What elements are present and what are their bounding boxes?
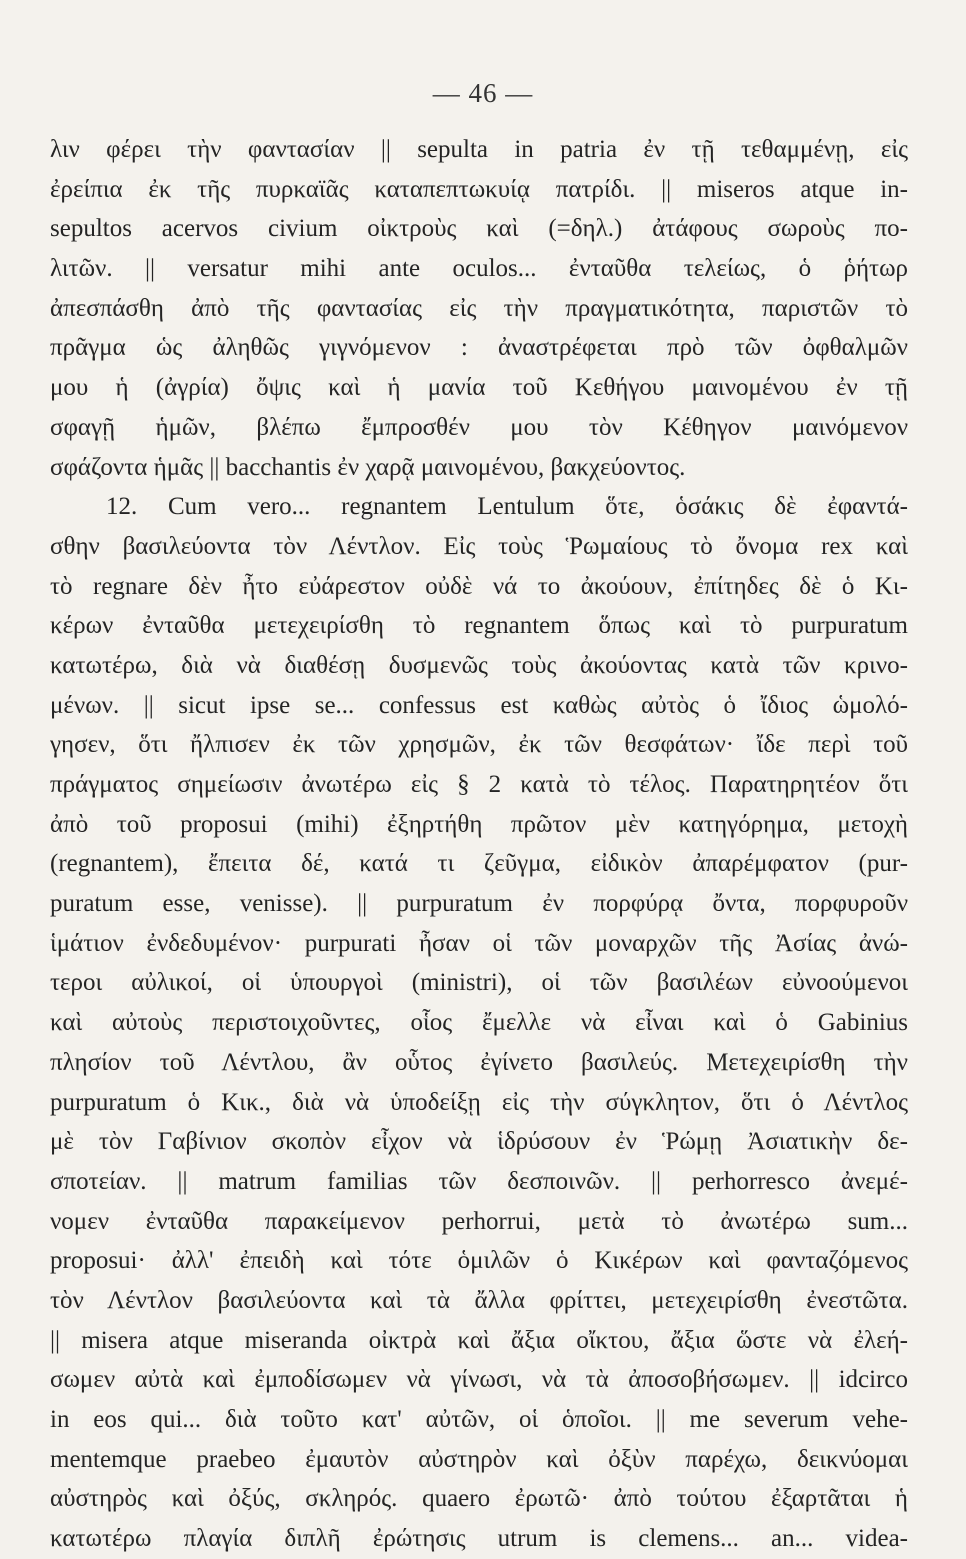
text-line: ἱμάτιον ἐνδεδυμένον· purpurati ἦσαν οἱ τῶν μοναρχῶν τῆς Ἀσίας ἀνώ- — [50, 929, 908, 957]
text-line: λιτῶν. || versatur mihi ante oculos... ἐνταῦθα τελείως, ὁ ῥήτωρ — [50, 255, 908, 283]
text-line: κέρων ἐνταῦθα μετεχειρίσθη τὸ regnantem ὅπως καὶ τὸ purpuratum — [50, 612, 908, 640]
text-line: ἀπὸ τοῦ proposui (mihi) ἐξηρτήθη πρῶτον μὲν κατηγόρημα, μετοχὴ — [50, 810, 908, 838]
text-line: πλησίον τοῦ Λέντλου, ἂν οὗτος ἐγίνετο βασιλεύς. Μετεχειρίσθη τὴν — [50, 1048, 908, 1076]
text-line: τὸ regnare δὲν ἦτο εὐάρεστον οὐδὲ νά το ἀκούουν, ἐπίτηδες δὲ ὁ Κι- — [50, 572, 908, 600]
text-line: || misera atque miseranda οἰκτρὰ καὶ ἄξια οἴκτου, ἄξια ὥστε νὰ ἐλεή- — [50, 1326, 908, 1354]
paragraph-start-line: 12. Cum vero... regnantem Lentulum ὅτε, ὁσάκις δὲ ἐφαντά- — [106, 493, 908, 521]
text-line: ἐρείπια ἐκ τῆς πυρκαϊᾶς καταπεπτωκυίᾳ πατρίδι. || miseros atque in- — [50, 175, 908, 203]
text-line: κατωτέρω, διὰ νὰ διαθέσῃ δυσμενῶς τοὺς ἀκούοντας κατὰ τῶν κρινο- — [50, 651, 908, 679]
body-text — [50, 130, 908, 1559]
text-line: αὐστηρὸς καὶ ὀξύς, σκληρός. quaero ἐρωτῶ· ἀπὸ τούτου ἐξαρτᾶται ἡ — [50, 1485, 908, 1513]
text-line: puratum esse, venisse). || purpuratum ἐν πορφύρᾳ ὄντα, πορφυροῦν — [50, 890, 908, 918]
page-number: — 46 — — [432, 78, 534, 108]
text-line: in eos qui... διὰ τοῦτο κατ' αὐτῶν, οἱ ὁποῖοι. || me severum vehe- — [50, 1406, 908, 1433]
text-line: πρᾶγμα ὡς ἀληθῶς γιγνόμενον : ἀναστρέφεται πρὸ τῶν ὀφθαλμῶν — [50, 334, 908, 362]
text-line: (regnantem), ἔπειτα δέ, κατά τι ζεῦγμα, εἰδικὸν ἀπαρέμφατον (pur- — [50, 850, 908, 878]
text-line: τὸν Λέντλον βασιλεύοντα καὶ τὰ ἄλλα φρίττει, μετεχειρίσθη ἐνεστῶτα. — [50, 1286, 908, 1314]
text-line: πράγματος σημείωσιν ἀνωτέρω εἰς § 2 κατὰ τὸ τέλος. Παρατηρητέον ὅτι — [50, 771, 908, 798]
text-line: ἀπεσπάσθη ἀπὸ τῆς φαντασίας εἰς τὴν πραγματικότητα, παριστῶν τὸ — [50, 294, 908, 322]
text-line: σωμεν αὐτὰ καὶ ἐμποδίσωμεν νὰ γίνωσι, νὰ τὰ ἀποσοβήσωμεν. || idcirco — [50, 1366, 908, 1394]
text-line: σθην βασιλεύοντα τὸν Λέντλον. Εἰς τοὺς Ῥωμαίους τὸ ὄνομα rex καὶ — [50, 532, 908, 560]
text-line: λιν φέρει τὴν φαντασίαν || sepulta in patria ἐν τῇ τεθαμμένῃ, εἰς — [50, 136, 908, 163]
text-line: μένων. || sicut ipse se... confessus est καθὼς αὐτὸς ὁ ἴδιος ὡμολό- — [50, 691, 908, 719]
text-line: μὲ τὸν Γαβίνιον σκοπὸν εἶχον νὰ ἱδρύσουν ἐν Ῥώμῃ Ἀσιατικὴν δε- — [50, 1128, 908, 1156]
text-line: sepultos acervos civium οἰκτροὺς καὶ (=δηλ.) ἀτάφους σωροὺς πο- — [50, 215, 908, 243]
text-line: σφαγῇ ἡμῶν, βλέπω ἔμπροσθέν μου τὸν Κέθηγον μαινόμενον — [50, 413, 908, 441]
text-line: σποτείαν. || matrum familias τῶν δεσποινῶν. || perhorresco ἀνεμέ- — [50, 1167, 908, 1195]
text-line: καὶ αὐτοὺς περιστοιχοῦντες, οἷος ἔμελλε νὰ εἶναι καὶ ὁ Gabinius — [50, 1009, 908, 1037]
text-line: mentemque praebeo ἐμαυτὸν αὐστηρὸν καὶ ὀξὺν παρέχω, δεικνύομαι — [50, 1445, 908, 1473]
text-line: μου ἡ (ἀγρία) ὄψις καὶ ἡ μανία τοῦ Κεθήγου μαινομένου ἐν τῇ — [50, 374, 908, 402]
text-line: νομεν ἐνταῦθα παρακείμενον perhorrui, μετὰ τὸ ἀνωτέρω sum... — [50, 1207, 908, 1235]
text-line: γησεν, ὅτι ἤλπισεν ἐκ τῶν χρησμῶν, ἐκ τῶν θεσφάτων· ἴδε περὶ τοῦ — [50, 731, 908, 759]
text-line: τεροι αὐλικοί, οἱ ὑπουργοὶ (ministri), οἱ τῶν βασιλέων εὐνοούμενοι — [50, 969, 908, 997]
text-line: σφάζοντα ἡμᾶς || bacchantis ἐν χαρᾷ μαινομένου, βακχεύοντος. — [50, 453, 686, 481]
text-line: proposui· ἀλλ' ἐπειδὴ καὶ τότε ὁμιλῶν ὁ Κικέρων καὶ φανταζόμενος — [50, 1247, 908, 1275]
text-line: purpuratum ὁ Κικ., διὰ νὰ ὑποδείξῃ εἰς τὴν σύγκλητον, ὅτι ὁ Λέντλος — [50, 1088, 908, 1116]
text-line: κατωτέρω πλαγία διπλῆ ἐρώτησις utrum is clemens... an... videa- — [50, 1525, 908, 1553]
